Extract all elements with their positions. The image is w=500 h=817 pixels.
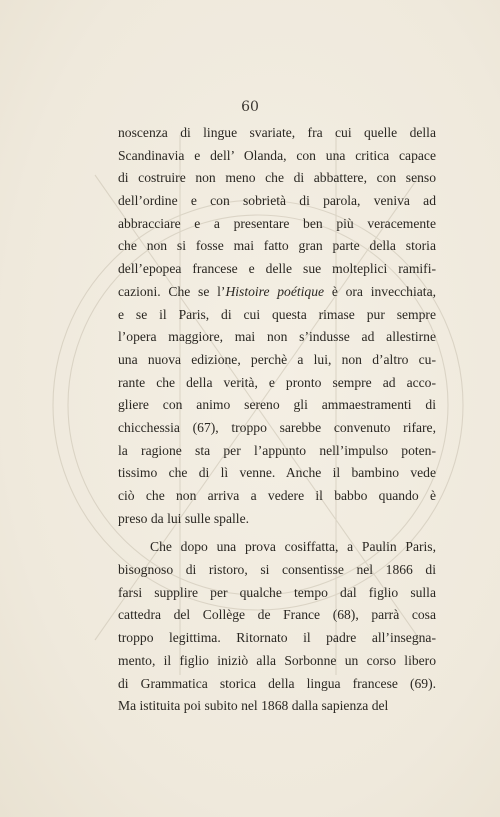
text-line: abbracciare e a presentare ben più veracemente (118, 215, 436, 231)
text-line: farsi supplire per qualche tempo dal figlio sulla (118, 584, 436, 600)
text-line: tissimo che di lì venne. Anche il bambino vede (118, 465, 436, 481)
book-title-italic: Histoire poétique (225, 283, 325, 299)
text-line: troppo legittima. Ritornato il padre all’insegna- (118, 630, 436, 646)
text-line: cazioni. Che se l’Histoire poétique è ora invecchiata, (118, 283, 437, 299)
text-line: ciò che non arriva a vedere il babbo quando è (118, 488, 436, 503)
text-line: dell’ordine e con sobrietà di parola, veniva ad (118, 193, 436, 209)
text-line: di Grammatica storica della lingua francese (69). (118, 675, 436, 691)
text-line: di costruire non meno che di abbattere, con senso (118, 170, 436, 186)
page-number: 60 (241, 99, 259, 115)
text-line: e se il Paris, di cui questa rimase pur sempre (118, 306, 436, 322)
text-line: mento, il figlio iniziò alla Sorbonne un corso libero (118, 652, 436, 668)
text-line: dell’epopea francese e delle sue molteplici ramifi- (118, 261, 436, 277)
text-line: Scandinavia e dell’ Olanda, con una critica capace (118, 147, 436, 163)
text-line: chicchessia (67), troppo sarebbe convenuto rifare, (118, 419, 436, 435)
text-line: noscenza di lingue svariate, fra cui quelle della (118, 125, 436, 140)
text-line: Ma istituita poi subito nel 1868 dalla sapienza del (118, 698, 389, 714)
paragraph (118, 122, 436, 530)
text-line: l’opera maggiore, mai non s’indusse ad allestirne (118, 329, 436, 345)
text-line: gliere con animo sereno gli ammaestramenti di (118, 397, 436, 413)
text-line: Che dopo una prova cosiffatta, a Paulin Paris, (150, 539, 436, 555)
body-text (118, 122, 436, 718)
text-line: rante che della verità, e pronto sempre ad acco- (118, 374, 436, 390)
text-line: preso da lui sulle spalle. (118, 510, 249, 526)
text-line: che non si fosse mai fatto gran parte della storia (118, 238, 436, 254)
text-line: una nuova edizione, perchè a lui, non d’altro cu- (118, 351, 436, 367)
text-line: cattedra del Collège de France (68), parrà cosa (118, 607, 436, 623)
paragraph (118, 536, 436, 718)
text-line: la ragione sta per l’appunto nell’impulso poten- (118, 442, 436, 458)
text-line: bisognoso di ristoro, si consentisse nel 1866 di (118, 562, 436, 578)
